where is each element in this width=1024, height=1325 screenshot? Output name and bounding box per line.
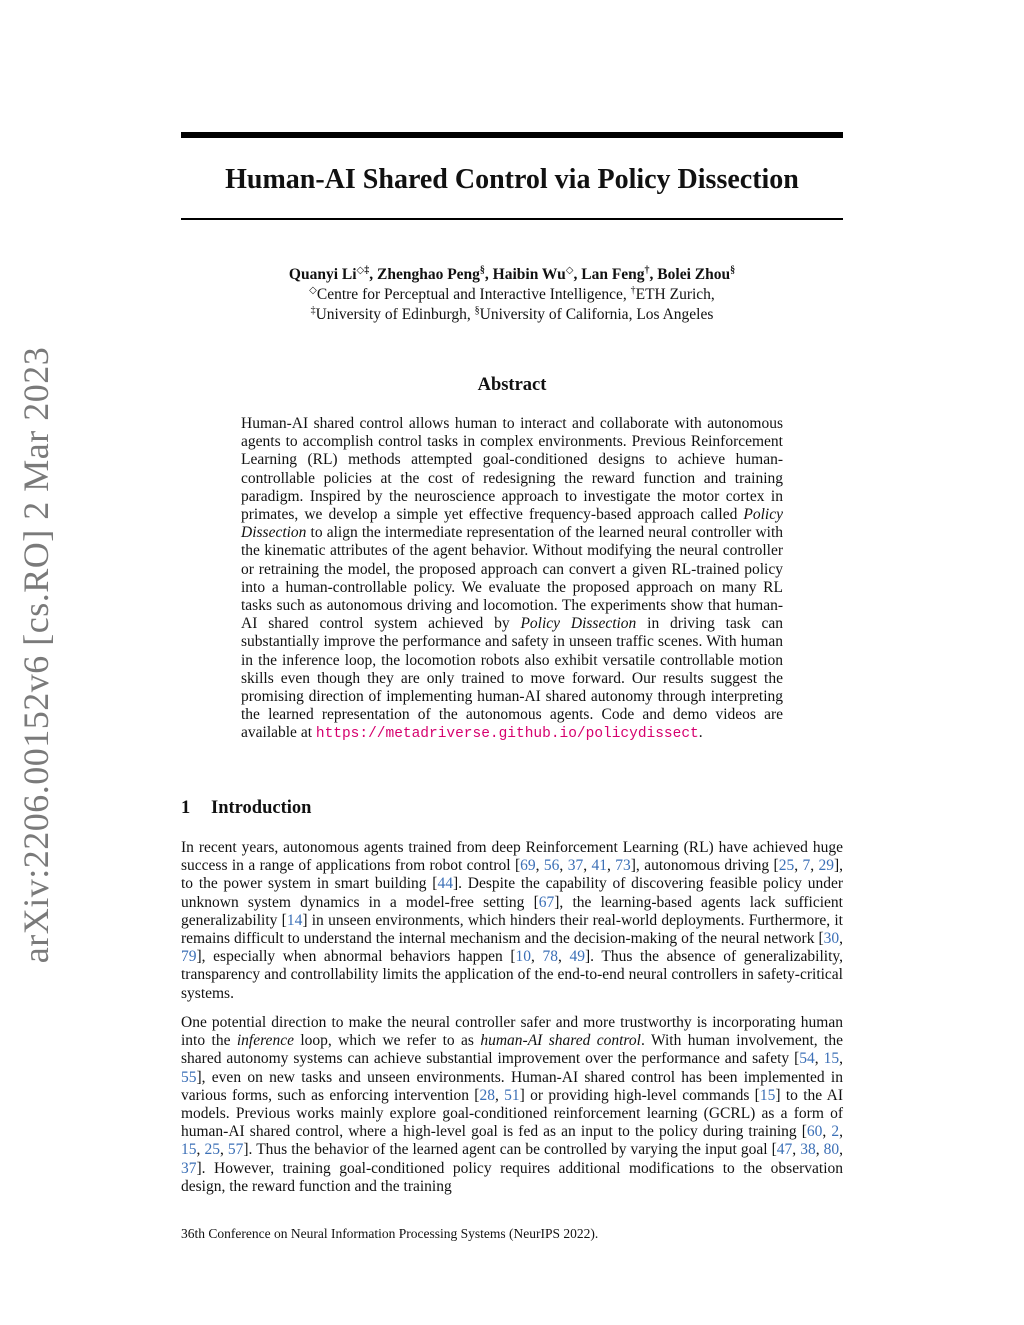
paragraph-text: ]. Despite the capability of discovering feasible policy under unknown system dynamics in a model-free setting [: [181, 875, 843, 911]
citation-link[interactable]: 57: [227, 1141, 244, 1159]
paragraph-text: ,: [606, 857, 616, 875]
paragraph-text: ,: [535, 857, 544, 875]
citation-link[interactable]: 10: [515, 948, 532, 966]
author-marks: §: [479, 264, 485, 276]
paragraph-text: ,: [814, 1050, 824, 1068]
paragraph-text: One potential direction to make the neural controller safer and more trustworthy is incorporating human into the: [181, 1014, 843, 1050]
paragraph-text: ,: [583, 857, 592, 875]
affiliation-mark: §: [474, 304, 480, 316]
abstract-body: [241, 415, 783, 744]
author-marks: ◇: [565, 264, 574, 276]
paragraph-text: ]. Thus the behavior of the learned agent can be controlled by varying the input goal [: [243, 1141, 777, 1159]
author-name: Haibin Wu: [492, 266, 566, 283]
paragraph-text: ]. Thus the absence of generalizability, transparency and controllability limits the application of the end-to-end neural controllers in safety-critical systems.: [181, 948, 844, 1002]
project-link[interactable]: https://metadriverse.github.io/policydissect: [315, 726, 699, 743]
citation-link[interactable]: 15: [823, 1050, 840, 1068]
author-marks: ◇‡: [356, 264, 370, 276]
citation-link[interactable]: 44: [437, 875, 453, 893]
paragraph-text: ,: [196, 1141, 205, 1159]
citation-link[interactable]: 80: [823, 1141, 840, 1159]
citation-link[interactable]: 7: [802, 857, 811, 875]
paragraph-text: ], autonomous driving [: [630, 857, 779, 875]
section-number: 1: [181, 798, 191, 818]
paragraph-text: ] to the AI models. Previous works mainly explore goal-conditioned reinforcement learning (GCRL) as a form of human-AI shared control, where a high-level goal is fed as an input to the policy during training [: [181, 1086, 844, 1141]
emphasis-text: inference: [236, 1032, 294, 1050]
author-block: [181, 265, 843, 325]
affiliation-mark: †: [630, 284, 636, 296]
abstract-text: in driving task can substantially improve the performance and safety in unseen traffic scenes. With human in the inference loop, the locomotion robots also exhibit versatile controllable motion skills even though they are only trained to move forward. Our results suggest the promising direction of implementing human-AI shared autonomy through interpreting the learned representation of the autonomous agents. Code and demo videos are available at: [241, 615, 784, 742]
author-marks: §: [730, 264, 736, 276]
paragraph-text: ,: [839, 1141, 844, 1159]
paragraph-text: ,: [559, 857, 568, 875]
paragraph-text: ], even on new tasks and unseen environments. Human-AI shared control has been implemented in various forms, such as enforcing intervention [: [181, 1068, 843, 1104]
paragraph-text: ]. However, training goal-conditioned policy requires additional modifications to the observation design, the reward function and the training: [181, 1159, 843, 1195]
abstract-emphasis: Policy Dissection: [520, 615, 637, 633]
citation-link[interactable]: 15: [181, 1141, 197, 1159]
affiliation: Centre for Perceptual and Interactive Intelligence,: [316, 286, 627, 303]
citation-link[interactable]: 25: [778, 857, 795, 875]
emphasis-text: human-AI shared control: [480, 1032, 641, 1050]
citation-link[interactable]: 14: [286, 911, 303, 929]
author-marks: †: [644, 264, 650, 276]
paragraph-text: loop, which we refer to as: [293, 1032, 481, 1050]
citation-link[interactable]: 15: [759, 1086, 776, 1104]
citation-link[interactable]: 38: [800, 1141, 816, 1159]
conference-footnote: 36th Conference on Neural Information Processing Systems (NeurIPS 2022).: [181, 1226, 599, 1241]
abstract-text: .: [698, 724, 703, 742]
paragraph-text: ,: [822, 1123, 832, 1141]
paragraph-text: ,: [792, 1141, 801, 1159]
arxiv-stamp: [8, 346, 64, 964]
abstract-heading: Abstract: [477, 375, 547, 395]
author-name: Zhenghao Peng: [376, 266, 480, 283]
author-list: Quanyi Li◇‡, Zhenghao Peng§, Haibin Wu◇, Lan Feng†, Bolei Zhou§: [288, 264, 736, 283]
section-title: Introduction: [211, 798, 312, 818]
citation-link[interactable]: 69: [520, 857, 536, 875]
affiliation-line-2: [181, 305, 843, 325]
citation-link[interactable]: 25: [204, 1141, 220, 1159]
paragraph-text: ], the learning-based agents lack sufficient generalizability [: [181, 893, 843, 929]
citation-link[interactable]: 2: [831, 1123, 840, 1141]
paragraph-text: ,: [531, 948, 543, 966]
citation-link[interactable]: 79: [181, 948, 197, 966]
paragraph-text: ,: [815, 1141, 824, 1159]
affiliation-mark: ◇: [309, 284, 317, 296]
paragraph-text: ,: [839, 1123, 843, 1141]
citation-link[interactable]: 30: [823, 930, 840, 948]
citation-link[interactable]: 78: [542, 948, 559, 966]
citation-link[interactable]: 67: [538, 893, 555, 911]
paragraph-text: . With human involvement, the shared autonomy systems can achieve substantial improvement over the performance and safety [: [181, 1032, 843, 1068]
citation-link[interactable]: 60: [806, 1123, 823, 1141]
paragraph-text: ], especially when abnormal behaviors happen [: [196, 948, 516, 966]
affiliation: ETH Zurich,: [635, 286, 715, 303]
author-name: Bolei Zhou: [657, 266, 731, 283]
paragraph-text: ,: [794, 857, 803, 875]
abstract-emphasis: Policy Dissection: [241, 506, 783, 542]
arxiv-id: arXiv:2206.00152v6 [cs.RO] 2 Mar 2023: [16, 346, 57, 964]
affiliation-line-1: [181, 285, 843, 305]
abstract-text: Human-AI shared control allows human to interact and collaborate with autonomous agents to accomplish control tasks in complex environments. Previous Reinforcement Learning (RL) methods attempted goal-conditioned designs to achieve human-controllable policies at the cost of redesigning the reward function and training paradigm. Inspired by the neuroscience approach to investigate the motor cortex in primates, we develop a simple yet effective frequency-based approach called: [241, 415, 783, 524]
citation-link[interactable]: 54: [799, 1050, 815, 1068]
paragraph-text: ,: [810, 857, 819, 875]
paragraph-text: In recent years, autonomous agents trained from deep Reinforcement Learning (RL) have achieved huge success in a range of applications from robot control [: [181, 839, 843, 875]
paragraph-text: ,: [839, 1050, 843, 1068]
section-heading-introduction: [181, 796, 843, 820]
affiliation: University of Edinburgh,: [315, 306, 471, 323]
title-bottom-rule: [181, 218, 843, 220]
author-name: Quanyi Li: [288, 266, 357, 283]
citation-link[interactable]: 28: [479, 1086, 495, 1104]
paragraph-text: ,: [494, 1086, 505, 1104]
intro-paragraph-2: [181, 1014, 843, 1196]
citation-link[interactable]: 49: [569, 948, 586, 966]
affiliation: University of California, Los Angeles: [479, 306, 714, 323]
author-name: Lan Feng: [581, 266, 645, 283]
citation-link[interactable]: 73: [615, 857, 631, 875]
paragraph-text: ,: [839, 930, 843, 948]
paragraph-text: ,: [219, 1141, 228, 1159]
paragraph-text: ,: [558, 948, 570, 966]
intro-paragraph-1: [181, 839, 843, 1003]
paragraph-text: ], to the power system in smart building [: [181, 857, 844, 893]
paper-title: Human-AI Shared Control via Policy Dissection: [225, 164, 799, 195]
citation-link[interactable]: 41: [591, 857, 607, 875]
title-top-rule: [181, 132, 843, 138]
paragraph-text: ] or providing high-level commands [: [519, 1086, 760, 1104]
paragraph-text: ] in unseen environments, which hinders their real-world deployments. Furthermore, it remains difficult to understand the internal mechanism and the decision-making of the neural network [: [181, 911, 843, 948]
citation-link[interactable]: 51: [504, 1086, 520, 1104]
citation-link[interactable]: 37: [181, 1159, 197, 1177]
citation-link[interactable]: 47: [776, 1141, 793, 1159]
citation-link[interactable]: 29: [818, 857, 835, 875]
citation-link[interactable]: 37: [567, 857, 584, 875]
abstract-text: to align the intermediate representation of the learned neural controller with the kinematic attributes of the agent behavior. Without modifying the neural controller or retraining the model, the proposed approach can convert a given RL-trained policy into a human-controllable policy. We evaluate the proposed approach on many RL tasks such as autonomous driving and locomotion. The experiments show that human-AI shared control system achieved by: [241, 524, 783, 633]
affiliation-mark: ‡: [310, 304, 316, 316]
citation-link[interactable]: 55: [181, 1068, 197, 1086]
citation-link[interactable]: 56: [543, 857, 560, 875]
